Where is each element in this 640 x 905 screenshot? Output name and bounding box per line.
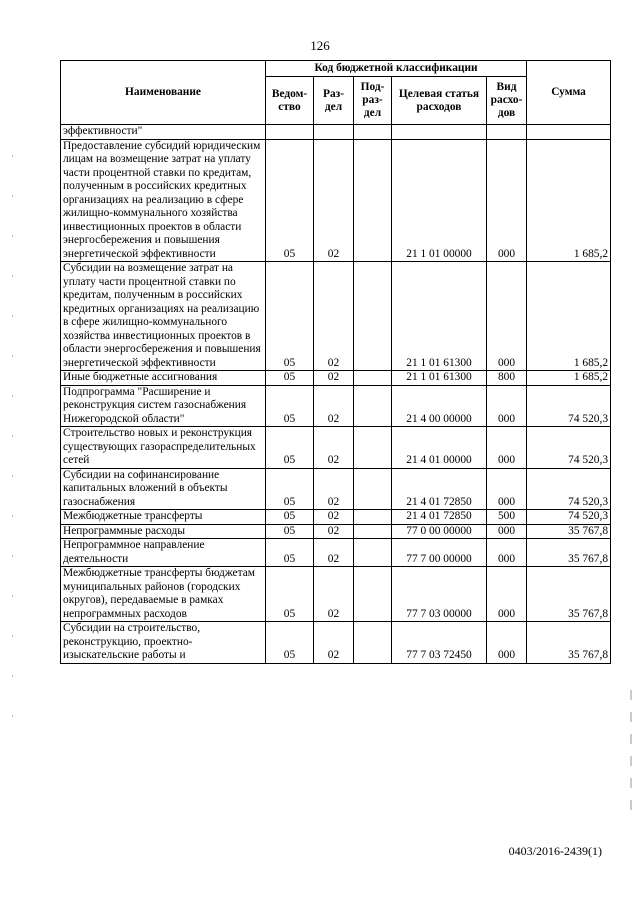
row-name: Субсидии на строительство, реконструкцию, проектно-изыскательские работы и <box>61 622 266 664</box>
row-razdel: 02 <box>314 510 354 525</box>
table-row <box>61 567 611 622</box>
row-target: 21 4 01 72850 <box>392 510 487 525</box>
row-ved: 05 <box>266 567 314 622</box>
row-target: 77 7 00 00000 <box>392 539 487 567</box>
row-name: Подпрограмма "Расширение и реконструкция систем газоснабжения Нижегородской области" <box>61 385 266 427</box>
table-row <box>61 622 611 664</box>
row-target: 21 1 01 61300 <box>392 371 487 386</box>
row-sum: 35 767,8 <box>527 567 611 622</box>
row-vid: 500 <box>487 510 527 525</box>
row-razdel: 02 <box>314 385 354 427</box>
row-podrazdel <box>354 622 392 664</box>
row-vid: 000 <box>487 567 527 622</box>
table-row <box>61 510 611 525</box>
row-name: Субсидии на возмещение затрат на уплату части процентной ставки по кредитам, полученным в российских кредитных организациях на реализацию в сфере жилищно-коммунального хозяйства инвестиционных проектов в области энергосбережения и повышения энергетической эффективности <box>61 262 266 371</box>
row-sum <box>527 125 611 140</box>
header-podrazdel: Под-раз-дел <box>354 77 392 125</box>
row-podrazdel <box>354 427 392 469</box>
table-row <box>61 524 611 539</box>
row-razdel: 02 <box>314 622 354 664</box>
row-vid: 000 <box>487 385 527 427</box>
row-vid: 000 <box>487 524 527 539</box>
row-name: Иные бюджетные ассигнования <box>61 371 266 386</box>
row-ved: 05 <box>266 427 314 469</box>
budget-table <box>60 60 611 664</box>
row-podrazdel <box>354 125 392 140</box>
row-ved: 05 <box>266 524 314 539</box>
row-name: Непрограммные расходы <box>61 524 266 539</box>
row-ved: 05 <box>266 371 314 386</box>
row-name: эффективности" <box>61 125 266 140</box>
header-sum: Сумма <box>527 61 611 125</box>
row-target: 21 1 01 61300 <box>392 262 487 371</box>
row-razdel: 02 <box>314 567 354 622</box>
scan-margin-marks <box>12 155 13 755</box>
row-podrazdel <box>354 524 392 539</box>
row-vid <box>487 125 527 140</box>
header-name: Наименование <box>61 61 266 125</box>
row-target: 21 4 01 00000 <box>392 427 487 469</box>
header-vedomstvo: Ведом-ство <box>266 77 314 125</box>
row-ved: 05 <box>266 622 314 664</box>
row-name: Субсидии на софинансирование капитальных вложений в объекты газоснабжения <box>61 468 266 510</box>
row-vid: 000 <box>487 622 527 664</box>
row-razdel: 02 <box>314 427 354 469</box>
row-podrazdel <box>354 468 392 510</box>
header-razdel: Раз-дел <box>314 77 354 125</box>
document-code: 0403/2016-2439(1) <box>508 844 602 858</box>
row-vid: 000 <box>487 468 527 510</box>
table-row <box>61 262 611 371</box>
table-row <box>61 427 611 469</box>
row-ved: 05 <box>266 510 314 525</box>
row-sum: 1 685,2 <box>527 139 611 262</box>
row-name: Непрограммное направление деятельности <box>61 539 266 567</box>
row-razdel: 02 <box>314 524 354 539</box>
row-name: Межбюджетные трансферты <box>61 510 266 525</box>
row-razdel: 02 <box>314 539 354 567</box>
row-vid: 000 <box>487 139 527 262</box>
row-sum: 35 767,8 <box>527 539 611 567</box>
table-row <box>61 468 611 510</box>
row-podrazdel <box>354 510 392 525</box>
row-razdel: 02 <box>314 139 354 262</box>
row-name: Строительство новых и реконструкция существующих газораспределительных сетей <box>61 427 266 469</box>
header-code-group: Код бюджетной классификации <box>266 61 527 77</box>
row-sum: 74 520,3 <box>527 510 611 525</box>
row-vid: 000 <box>487 539 527 567</box>
row-ved: 05 <box>266 385 314 427</box>
row-podrazdel <box>354 385 392 427</box>
row-ved: 05 <box>266 539 314 567</box>
row-sum: 1 685,2 <box>527 262 611 371</box>
row-ved <box>266 125 314 140</box>
row-name: Межбюджетные трансферты бюджетам муниципальных районов (городских округов), передаваемые в рамках непрограммных расходов <box>61 567 266 622</box>
row-sum: 1 685,2 <box>527 371 611 386</box>
row-vid: 000 <box>487 427 527 469</box>
row-razdel: 02 <box>314 262 354 371</box>
table-row <box>61 125 611 140</box>
scan-edge-marks <box>630 690 634 820</box>
header-target: Целевая статья расходов <box>392 77 487 125</box>
page-number: 126 <box>310 38 330 53</box>
row-sum: 74 520,3 <box>527 468 611 510</box>
row-sum: 74 520,3 <box>527 427 611 469</box>
row-podrazdel <box>354 567 392 622</box>
row-sum: 74 520,3 <box>527 385 611 427</box>
row-podrazdel <box>354 262 392 371</box>
row-podrazdel <box>354 539 392 567</box>
row-target: 77 7 03 00000 <box>392 567 487 622</box>
table-row <box>61 539 611 567</box>
row-target: 21 4 00 00000 <box>392 385 487 427</box>
row-razdel <box>314 125 354 140</box>
row-ved: 05 <box>266 262 314 371</box>
row-vid: 800 <box>487 371 527 386</box>
row-ved: 05 <box>266 139 314 262</box>
row-podrazdel <box>354 371 392 386</box>
table-row <box>61 371 611 386</box>
row-target <box>392 125 487 140</box>
row-ved: 05 <box>266 468 314 510</box>
row-vid: 000 <box>487 262 527 371</box>
row-target: 77 7 03 72450 <box>392 622 487 664</box>
row-razdel: 02 <box>314 468 354 510</box>
header-vid: Вид расхо-дов <box>487 77 527 125</box>
row-sum: 35 767,8 <box>527 622 611 664</box>
row-podrazdel <box>354 139 392 262</box>
row-sum: 35 767,8 <box>527 524 611 539</box>
row-name: Предоставление субсидий юридическим лицам на возмещение затрат на уплату части процентной ставки по кредитам, полученным в российских кредитных организациях на реализацию в сфере жилищно-коммунального хозяйства инвестиционных проектов в области энергосбережения и повышения энергетической эффективности <box>61 139 266 262</box>
row-target: 21 4 01 72850 <box>392 468 487 510</box>
row-razdel: 02 <box>314 371 354 386</box>
table-row <box>61 139 611 262</box>
row-target: 77 0 00 00000 <box>392 524 487 539</box>
row-target: 21 1 01 00000 <box>392 139 487 262</box>
table-row <box>61 385 611 427</box>
